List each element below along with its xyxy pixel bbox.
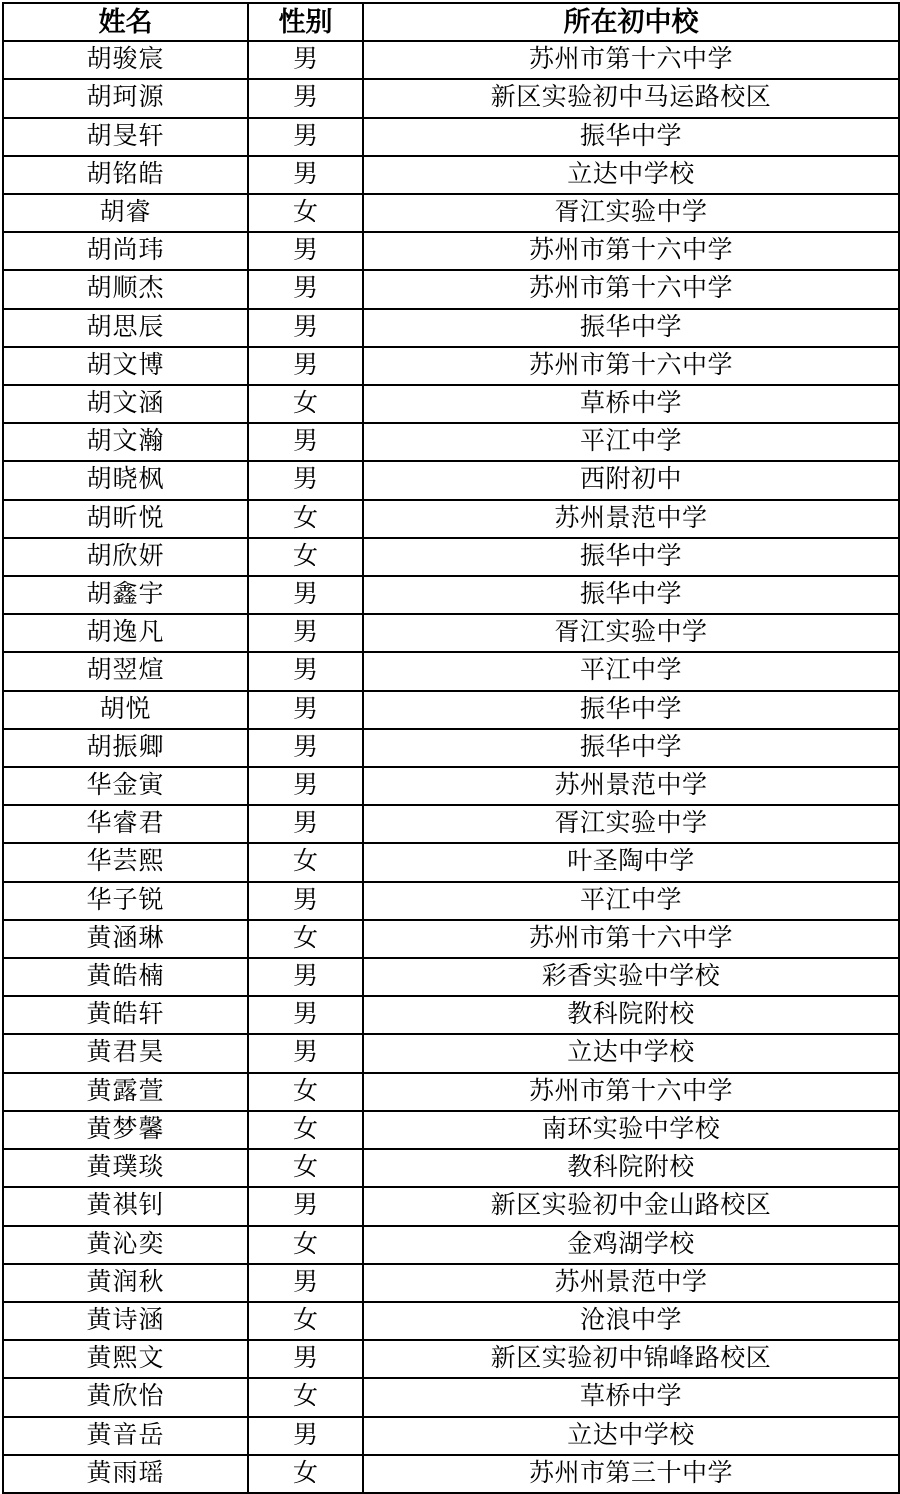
table-row <box>3 270 899 308</box>
table-row <box>3 1187 899 1225</box>
cell-name: 胡逸凡 <box>3 614 248 652</box>
cell-gender: 男 <box>248 1187 363 1225</box>
cell-school: 苏州市第十六中学 <box>363 270 899 308</box>
cell-school: 苏州市第十六中学 <box>363 232 899 270</box>
cell-school: 胥江实验中学 <box>363 194 899 232</box>
cell-school: 立达中学校 <box>363 1417 899 1455</box>
table-row <box>3 958 899 996</box>
cell-name: 黄熙文 <box>3 1340 248 1378</box>
table-row <box>3 1264 899 1302</box>
table-row <box>3 1073 899 1111</box>
cell-name: 胡铭皓 <box>3 156 248 194</box>
cell-gender: 男 <box>248 1340 363 1378</box>
cell-name: 黄音岳 <box>3 1417 248 1455</box>
cell-school: 西附初中 <box>363 461 899 499</box>
table-row <box>3 156 899 194</box>
cell-gender: 男 <box>248 958 363 996</box>
table-row <box>3 805 899 843</box>
table-row <box>3 1149 899 1187</box>
cell-gender: 女 <box>248 1378 363 1416</box>
cell-name: 黄润秋 <box>3 1264 248 1302</box>
cell-school: 苏州市第十六中学 <box>363 41 899 79</box>
table-row <box>3 576 899 614</box>
cell-gender: 男 <box>248 461 363 499</box>
table-row <box>3 1378 899 1416</box>
table-body <box>3 41 899 1493</box>
cell-school: 苏州景范中学 <box>363 1264 899 1302</box>
cell-gender: 男 <box>248 423 363 461</box>
cell-school: 苏州市第十六中学 <box>363 1073 899 1111</box>
cell-gender: 男 <box>248 156 363 194</box>
table-header <box>3 3 899 41</box>
cell-name: 华芸熙 <box>3 843 248 881</box>
table-row <box>3 347 899 385</box>
cell-gender: 男 <box>248 41 363 79</box>
table-row <box>3 538 899 576</box>
cell-school: 新区实验初中马运路校区 <box>363 79 899 117</box>
cell-gender: 女 <box>248 1149 363 1187</box>
cell-name: 胡睿 <box>3 194 248 232</box>
cell-gender: 女 <box>248 920 363 958</box>
cell-name: 黄祺钊 <box>3 1187 248 1225</box>
cell-name: 胡文涵 <box>3 385 248 423</box>
cell-gender: 女 <box>248 1111 363 1149</box>
table-row <box>3 920 899 958</box>
cell-school: 振华中学 <box>363 576 899 614</box>
cell-name: 黄梦馨 <box>3 1111 248 1149</box>
table-row <box>3 1111 899 1149</box>
table-row <box>3 461 899 499</box>
cell-gender: 男 <box>248 1264 363 1302</box>
cell-gender: 男 <box>248 729 363 767</box>
student-roster-table <box>2 2 900 1494</box>
table-row <box>3 843 899 881</box>
cell-name: 华金寅 <box>3 767 248 805</box>
cell-gender: 女 <box>248 1073 363 1111</box>
cell-school: 振华中学 <box>363 691 899 729</box>
table-row <box>3 691 899 729</box>
table-row <box>3 882 899 920</box>
cell-gender: 男 <box>248 576 363 614</box>
cell-gender: 男 <box>248 1417 363 1455</box>
table-row <box>3 1417 899 1455</box>
cell-name: 黄皓轩 <box>3 996 248 1034</box>
cell-name: 黄沁奕 <box>3 1226 248 1264</box>
cell-school: 振华中学 <box>363 118 899 156</box>
cell-school: 南环实验中学校 <box>363 1111 899 1149</box>
cell-school: 平江中学 <box>363 423 899 461</box>
table-row <box>3 1034 899 1072</box>
cell-school: 平江中学 <box>363 882 899 920</box>
column-header-school: 所在初中校 <box>363 3 899 41</box>
cell-name: 胡旻轩 <box>3 118 248 156</box>
cell-name: 胡昕悦 <box>3 500 248 538</box>
cell-gender: 女 <box>248 194 363 232</box>
cell-gender: 男 <box>248 309 363 347</box>
cell-school: 苏州市第十六中学 <box>363 347 899 385</box>
cell-school: 苏州景范中学 <box>363 767 899 805</box>
cell-name: 黄欣怡 <box>3 1378 248 1416</box>
cell-name: 胡思辰 <box>3 309 248 347</box>
cell-name: 黄雨瑶 <box>3 1455 248 1493</box>
cell-school: 平江中学 <box>363 652 899 690</box>
cell-gender: 女 <box>248 1226 363 1264</box>
table-row <box>3 309 899 347</box>
table-header-row <box>3 3 899 41</box>
cell-gender: 女 <box>248 843 363 881</box>
cell-school: 苏州景范中学 <box>363 500 899 538</box>
cell-gender: 女 <box>248 1455 363 1493</box>
table-row <box>3 652 899 690</box>
cell-name: 胡晓枫 <box>3 461 248 499</box>
cell-gender: 男 <box>248 805 363 843</box>
cell-school: 苏州市第三十中学 <box>363 1455 899 1493</box>
table-row <box>3 41 899 79</box>
cell-gender: 男 <box>248 232 363 270</box>
cell-name: 胡尚玮 <box>3 232 248 270</box>
cell-gender: 男 <box>248 1034 363 1072</box>
cell-school: 立达中学校 <box>363 156 899 194</box>
cell-name: 胡翌煊 <box>3 652 248 690</box>
cell-name: 黄露萱 <box>3 1073 248 1111</box>
cell-school: 沧浪中学 <box>363 1302 899 1340</box>
cell-name: 胡文博 <box>3 347 248 385</box>
cell-name: 华睿君 <box>3 805 248 843</box>
cell-name: 黄皓楠 <box>3 958 248 996</box>
table-row <box>3 194 899 232</box>
table-row <box>3 767 899 805</box>
cell-name: 黄涵琳 <box>3 920 248 958</box>
cell-gender: 女 <box>248 1302 363 1340</box>
cell-name: 胡振卿 <box>3 729 248 767</box>
cell-school: 教科院附校 <box>363 1149 899 1187</box>
cell-school: 振华中学 <box>363 309 899 347</box>
cell-gender: 女 <box>248 500 363 538</box>
cell-gender: 男 <box>248 614 363 652</box>
cell-school: 叶圣陶中学 <box>363 843 899 881</box>
cell-gender: 男 <box>248 767 363 805</box>
cell-gender: 男 <box>248 882 363 920</box>
cell-school: 胥江实验中学 <box>363 805 899 843</box>
cell-name: 黄璞琰 <box>3 1149 248 1187</box>
cell-school: 彩香实验中学校 <box>363 958 899 996</box>
cell-school: 立达中学校 <box>363 1034 899 1072</box>
cell-name: 黄君昊 <box>3 1034 248 1072</box>
cell-school: 草桥中学 <box>363 385 899 423</box>
table-row <box>3 1340 899 1378</box>
cell-gender: 男 <box>248 691 363 729</box>
cell-gender: 男 <box>248 79 363 117</box>
table-row <box>3 1226 899 1264</box>
cell-school: 振华中学 <box>363 729 899 767</box>
table-row <box>3 385 899 423</box>
cell-school: 振华中学 <box>363 538 899 576</box>
cell-gender: 女 <box>248 385 363 423</box>
table-row <box>3 118 899 156</box>
cell-name: 胡珂源 <box>3 79 248 117</box>
cell-school: 金鸡湖学校 <box>363 1226 899 1264</box>
cell-gender: 男 <box>248 996 363 1034</box>
column-header-name: 姓名 <box>3 3 248 41</box>
table-row <box>3 996 899 1034</box>
cell-school: 新区实验初中金山路校区 <box>363 1187 899 1225</box>
cell-name: 胡顺杰 <box>3 270 248 308</box>
cell-gender: 男 <box>248 270 363 308</box>
cell-school: 草桥中学 <box>363 1378 899 1416</box>
cell-gender: 男 <box>248 652 363 690</box>
cell-name: 胡欣妍 <box>3 538 248 576</box>
column-header-gender: 性别 <box>248 3 363 41</box>
table-row <box>3 1302 899 1340</box>
cell-name: 胡鑫宇 <box>3 576 248 614</box>
cell-name: 胡骏宸 <box>3 41 248 79</box>
table-row <box>3 500 899 538</box>
cell-gender: 男 <box>248 347 363 385</box>
cell-school: 新区实验初中锦峰路校区 <box>363 1340 899 1378</box>
cell-gender: 男 <box>248 118 363 156</box>
table-row <box>3 232 899 270</box>
table-row <box>3 1455 899 1493</box>
cell-name: 胡悦 <box>3 691 248 729</box>
cell-name: 黄诗涵 <box>3 1302 248 1340</box>
cell-school: 苏州市第十六中学 <box>363 920 899 958</box>
cell-school: 教科院附校 <box>363 996 899 1034</box>
cell-name: 华子锐 <box>3 882 248 920</box>
table-row <box>3 729 899 767</box>
cell-gender: 女 <box>248 538 363 576</box>
table-row <box>3 614 899 652</box>
table-row <box>3 79 899 117</box>
table-row <box>3 423 899 461</box>
cell-school: 胥江实验中学 <box>363 614 899 652</box>
cell-name: 胡文瀚 <box>3 423 248 461</box>
